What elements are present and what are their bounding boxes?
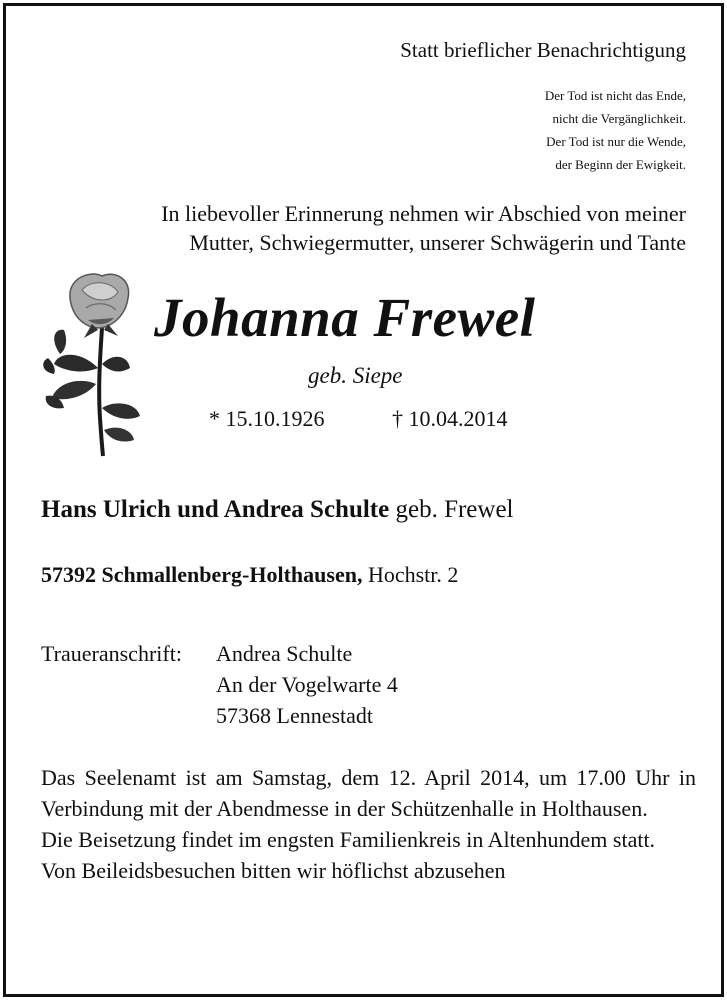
address-street: Hochstr. 2 [362, 562, 459, 587]
deceased-name: Johanna Frewel [154, 287, 536, 348]
intro-line: In liebevoller Erinnerung nehmen wir Abschied von meiner [161, 201, 686, 226]
memorial-quote [545, 84, 686, 176]
mourning-address-lines [216, 638, 398, 731]
address-city: 57392 Schmallenberg-Holthausen, [41, 562, 363, 587]
family-address [41, 562, 458, 588]
mourning-address-line: Andrea Schulte [216, 641, 353, 666]
mourning-address-label: Traueranschrift: [41, 641, 182, 666]
quote-line: nicht die Vergänglichkeit. [552, 111, 686, 126]
quote-line: Der Tod ist nicht das Ende, [544, 88, 686, 103]
mass-paragraph: Das Seelenamt ist am Samstag, dem 12. April 2014, um 17.00 Uhr in Verbindung mit der Abendmesse in der Schützenhalle in Holthausen. [41, 765, 696, 821]
birth-date: * 15.10.1926 [209, 406, 325, 431]
mourning-address-line: An der Vogelwarte 4 [216, 672, 398, 697]
intro-line: Mutter, Schwiegermutter, unserer Schwägerin und Tante [189, 230, 686, 255]
mourning-address-line: 57368 Lennestadt [216, 703, 374, 728]
rose-icon [40, 268, 150, 458]
obituary-frame [3, 3, 724, 997]
burial-paragraph: Die Beisetzung findet im engsten Familienkreis in Altenhundem statt. [41, 827, 656, 852]
quote-line: der Beginn der Ewigkeit. [555, 157, 686, 172]
family-names: Hans Ulrich und Andrea Schulte [41, 496, 390, 523]
death-date: † 10.04.2014 [392, 406, 508, 431]
funeral-details [41, 762, 696, 886]
quote-line: Der Tod ist nur die Wende, [546, 134, 686, 149]
condolence-paragraph: Von Beileidsbesuchen bitten wir höflichst abzusehen [41, 858, 506, 883]
header-line: Statt brieflicher Benachrichtigung [400, 38, 686, 62]
birth-name: geb. Siepe [308, 363, 403, 388]
intro-text [161, 199, 686, 257]
family-suffix: geb. Frewel [389, 496, 514, 523]
family-line [41, 496, 514, 524]
